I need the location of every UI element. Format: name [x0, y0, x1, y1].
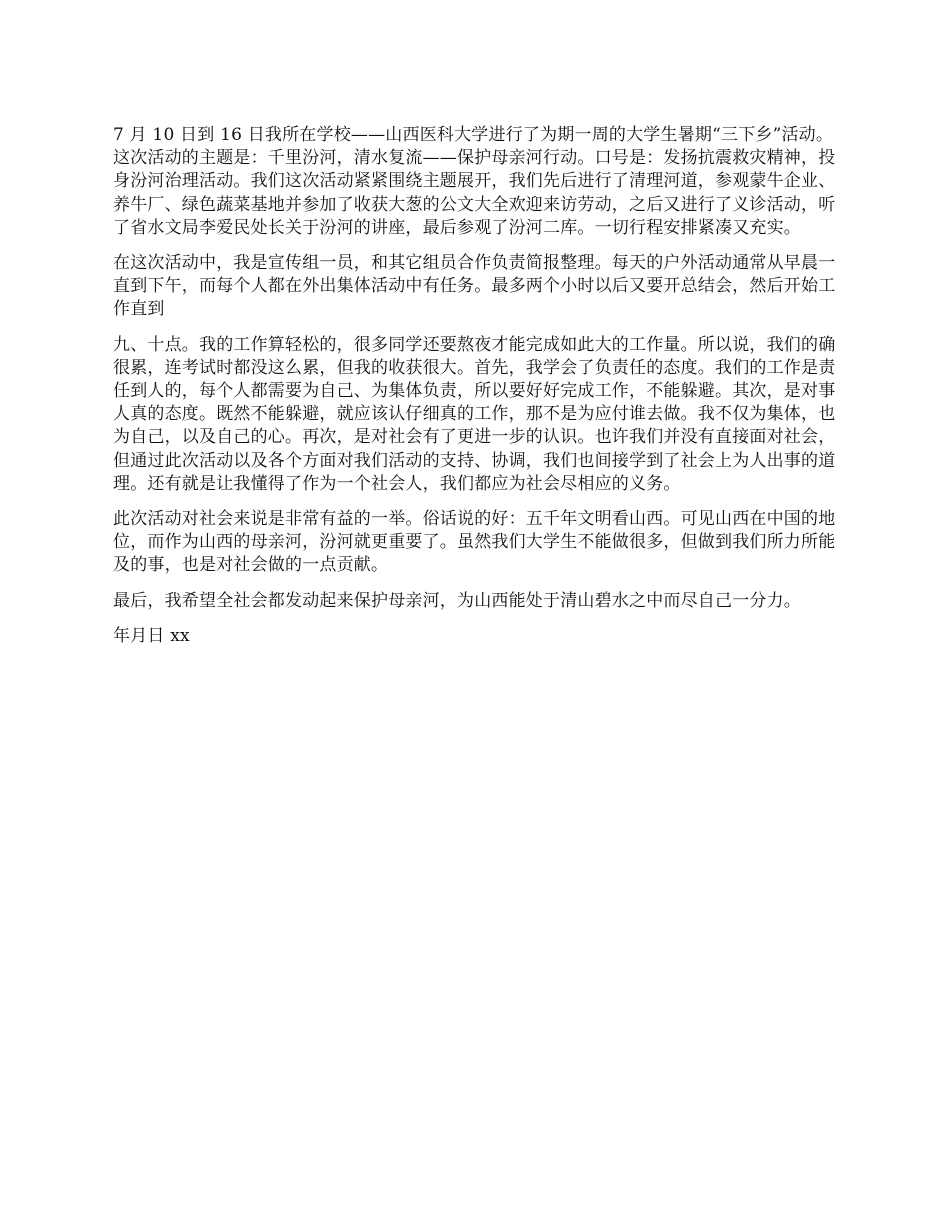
paragraph-social-value: 此次活动对社会来说是非常有益的一举。俗话说的好：五千年文明看山西。可见山西在中国的地位，而作为山西的母亲河，汾河就更重要了。虽然我们大学生不能做很多，但做到我们所力所能及的事，也是对社会做的一点贡献。 — [113, 509, 836, 576]
document-body — [113, 124, 840, 648]
paragraph-activity-intro: 7 月 10 日到 16 日我所在学校——山西医科大学进行了为期一周的大学生暑期“三下乡”活动。这次活动的主题是：千里汾河，清水复流——保护母亲河行动。口号是：发扬抗震救灾精神，投身汾河治理活动。我们这次活动紧紧围绕主题展开，我们先后进行了清理河道，参观蒙牛企业、养牛厂、绿色蔬菜基地并参加了收获大葱的公文大全欢迎来访劳动，之后又进行了义诊活动，听了省水文局李爱民处长关于汾河的讲座，最后参观了汾河二库。一切行程安排紧凑又充实。 — [113, 125, 836, 238]
paragraph-my-role: 在这次活动中，我是宣传组一员，和其它组员合作负责简报整理。每天的户外活动通常从早晨一直到下午，而每个人都在外出集体活动中有任务。最多两个小时以后又要开总结会，然后开始工作直到 — [113, 253, 836, 320]
signoff-date: 年月日 xx — [113, 625, 190, 646]
paragraph-closing-wish: 最后，我希望全社会都发动起来保护母亲河，为山西能处于清山碧水之中而尽自己一分力。 — [113, 590, 801, 611]
paragraph-gains: 九、十点。我的工作算轻松的，很多同学还要熬夜才能完成如此大的工作量。所以说，我们的确很累，连考试时都没这么累，但我的收获很大。首先，我学会了负责任的态度。我们的工作是责任到人的，每个人都需要为自己、为集体负责，所以要好好完成工作，不能躲避。其次，是对事人真的态度。既然不能躲避，就应该认仔细真的工作，那不是为应付谁去做。我不仅为集体，也为自己，以及自己的心。再次，是对社会有了更进一步的认识。也许我们并没有直接面对社会，但通过此次活动以及各个方面对我们活动的支持、协调，我们也间接学到了社会上为人出事的道理。还有就是让我懂得了作为一个社会人，我们都应为社会尽相应的义务。 — [113, 334, 836, 494]
